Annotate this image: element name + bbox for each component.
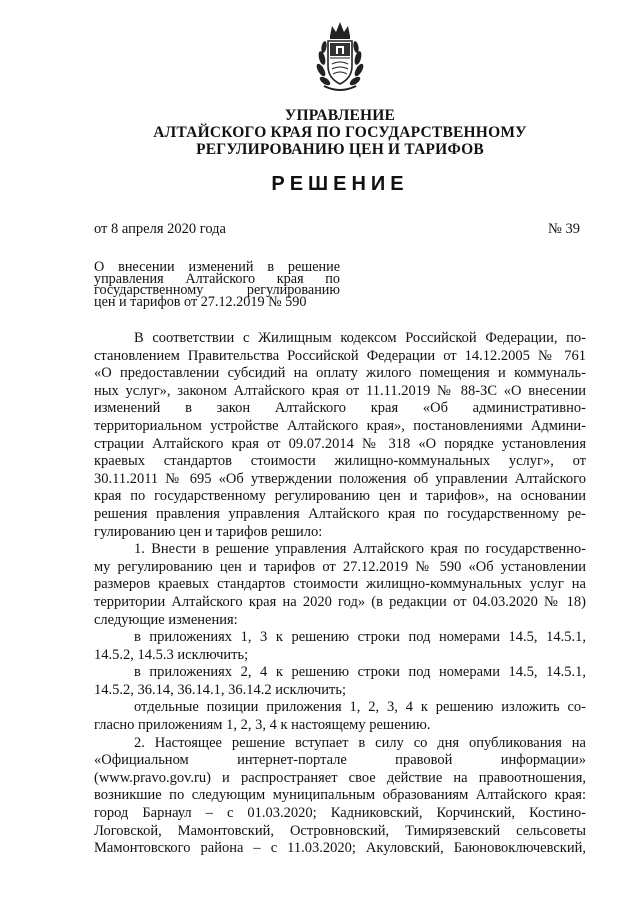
body-line: краевых стандартов стоимости жилищно-коммунальных услуг», от	[94, 453, 586, 470]
body-line: в приложениях 1, 3 к решению строки под номерами 14.5, 14.5.1,	[134, 629, 586, 646]
decision-number: № 39	[548, 221, 580, 237]
subject-line: цен и тарифов от 27.12.2019 № 590	[94, 293, 307, 310]
body-line: становлением Правительства Российской Федерации от 14.12.2005 № 761	[94, 347, 586, 364]
body-line: Логовской, Мамонтовский, Островновский, Тимирязевский сельсоветы	[94, 822, 586, 839]
subject-line: государственному регулированию	[94, 282, 340, 298]
body-line: гулированию цен и тарифов решило:	[94, 523, 323, 540]
agency-name-line3: РЕГУЛИРОВАНИЮ ЦЕН И ТАРИФОВ	[196, 141, 484, 158]
body-line: края по государственному регулированию цен и тарифов», на основании	[94, 488, 586, 505]
body-line: (www.pravo.gov.ru) и распространяет свое действие на правоотношения,	[94, 769, 586, 786]
body-line: изменений в закон Алтайского края «Об административно-	[94, 400, 586, 417]
body-line: Мамонтовского района – с 11.03.2020; Акуловский, Баюновоключевский,	[94, 840, 586, 857]
subject-line: управления Алтайского края по	[94, 270, 340, 287]
decision-date: от 8 апреля 2020 года	[94, 221, 226, 237]
body-line: гласно приложениям 1, 2, 3, 4 к настоящему решению.	[94, 717, 431, 734]
body-line: му регулированию цен и тарифов от 27.12.2019 № 590 «Об установлении	[94, 558, 586, 575]
body-line: размеров краевых стандартов стоимости жилищно-коммунальных услуг на	[94, 576, 586, 593]
body-line: 14.5.2, 14.5.3 исключить;	[94, 646, 249, 663]
agency-name-line2: АЛТАЙСКОГО КРАЯ ПО ГОСУДАРСТВЕННОМУ	[153, 124, 527, 141]
agency-name-line1: УПРАВЛЕНИЕ	[284, 107, 396, 124]
body-line: страции Алтайского края от 09.07.2014 № 318 «О порядке установления	[94, 435, 586, 452]
body-line: отдельные позиции приложения 1, 2, 3, 4 к решению изложить со-	[134, 699, 586, 716]
body-line: решения правления управления Алтайского края по государственному ре-	[94, 505, 586, 522]
body-line: 2. Настоящее решение вступает в силу со дня опубликования на	[134, 734, 586, 751]
body-line: 30.11.2011 № 695 «Об утверждении положения об управлении Алтайского	[94, 470, 586, 487]
body-line: В соответствии с Жилищным кодексом Российской Федерации, по-	[134, 330, 586, 346]
document-title: РЕШЕНИЕ	[271, 173, 409, 195]
body-line: в приложениях 2, 4 к решению строки под номерами 14.5, 14.5.1,	[134, 664, 586, 681]
body-line: ных услуг», законом Алтайского края от 11.11.2019 № 88-ЗС «О внесении	[94, 382, 586, 399]
body-line: территориальном устройстве Алтайского края», постановлениями Админи-	[94, 417, 586, 434]
body-line: возникшие по следующим муниципальным образованиям Алтайского края:	[94, 787, 586, 804]
body-line: «Официальном интернет-портале правовой информации»	[94, 752, 586, 769]
subject-line: О внесении изменений в решение	[94, 259, 340, 275]
body-line: «О предоставлении субсидий на оплату жилого помещения и коммуналь-	[94, 365, 586, 382]
body-line: город Барнаул – с 01.03.2020; Кадниковский, Корчинский, Костино-	[94, 805, 586, 822]
decision-body	[94, 330, 586, 858]
body-line: следующие изменения:	[94, 611, 238, 628]
decision-subject	[94, 259, 340, 310]
body-line: 1. Внести в решение управления Алтайского края по государственно-	[134, 541, 586, 558]
coat-of-arms-emblem	[316, 12, 364, 96]
body-line: территории Алтайского края на 2020 год» (в редакции от 04.03.2020 № 18)	[94, 593, 586, 610]
body-line: 14.5.2, 36.14, 36.14.1, 36.14.2 исключить;	[94, 681, 347, 698]
